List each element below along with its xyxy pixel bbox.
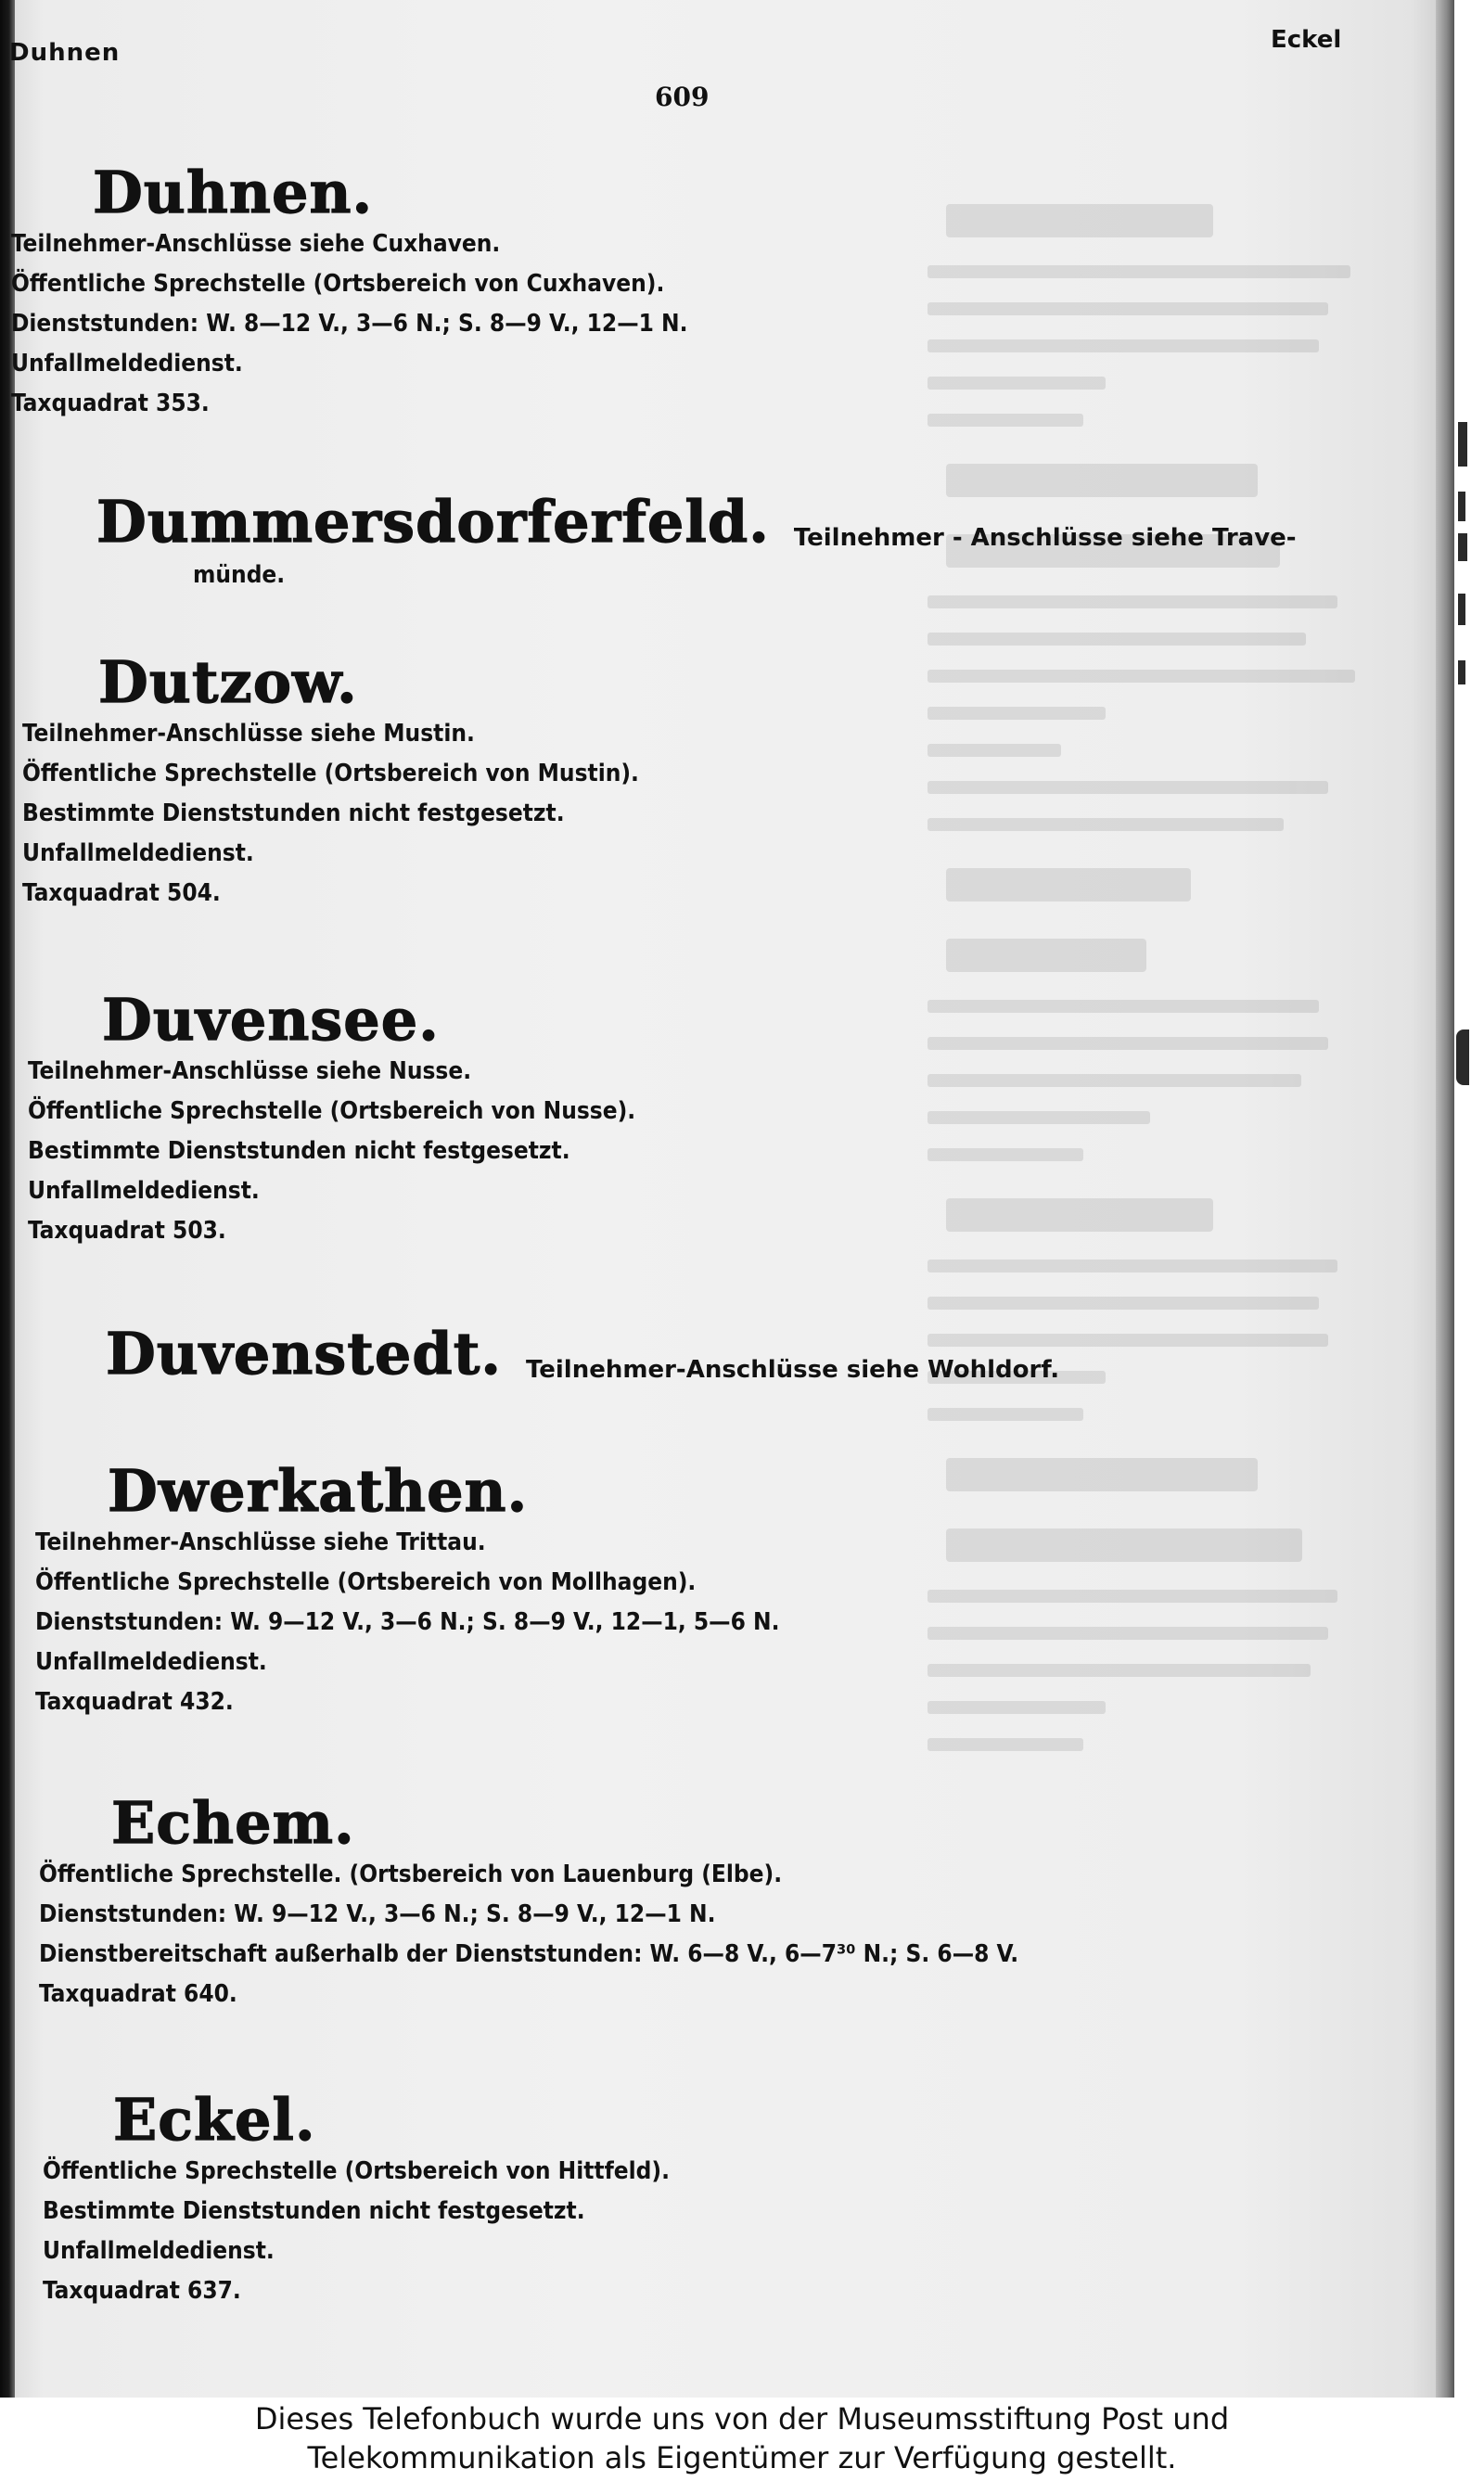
entry-line: Bestimmte Dienststunden nicht festgesetzt. (28, 1137, 570, 1165)
entry-echem (39, 1789, 1019, 2014)
entry-line: Taxquadrat 432. (35, 1688, 234, 1716)
entry-duhnen (11, 159, 688, 424)
entry-line: Öffentliche Sprechstelle (Ortsbereich von Hittfeld). (43, 2157, 670, 2185)
entry-dummersdorferfeld (96, 489, 1297, 595)
entry-heading: Echem. (111, 1789, 355, 1857)
entry-line: Öffentliche Sprechstelle. (Ortsbereich von Lauenburg (Elbe). (39, 1861, 783, 1888)
entry-line: münde. (193, 561, 286, 589)
page-number: 609 (655, 82, 710, 112)
entry-line: Unfallmeldedienst. (28, 1177, 260, 1205)
entry-line: Teilnehmer-Anschlüsse siehe Trittau. (35, 1528, 486, 1556)
entry-heading: Dutzow. (98, 648, 358, 716)
entry-heading: Dwerkathen. (108, 1457, 529, 1525)
entry-line: Öffentliche Sprechstelle (Ortsbereich von Cuxhaven). (11, 270, 665, 298)
entry-heading: Eckel. (113, 2086, 316, 2154)
entry-line: Dienststunden: W. 8—12 V., 3—6 N.; S. 8—9 V., 12—1 N. (11, 310, 688, 338)
entry-line: Öffentliche Sprechstelle (Ortsbereich von Mollhagen). (35, 1568, 697, 1596)
entry-line: Unfallmeldedienst. (11, 350, 243, 377)
entry-line: Öffentliche Sprechstelle (Ortsbereich von Mustin). (22, 760, 639, 787)
entry-inline-reference: Teilnehmer - Anschlüsse siehe Trave- (793, 523, 1297, 552)
entry-line: Taxquadrat 637. (43, 2277, 241, 2305)
copyright-notice (0, 2398, 1484, 2481)
entry-line: Teilnehmer-Anschlüsse siehe Cuxhaven. (11, 230, 501, 258)
entry-heading: Duvensee. (102, 986, 440, 1054)
copyright-line-1: Dieses Telefonbuch wurde uns von der Museumsstiftung Post und (254, 2401, 1230, 2436)
entry-dutzow (22, 648, 639, 914)
entry-line: Taxquadrat 353. (11, 390, 210, 417)
entry-line: Taxquadrat 640. (39, 1980, 237, 2008)
entry-line: Teilnehmer-Anschlüsse siehe Mustin. (22, 720, 475, 748)
entry-line: Dienststunden: W. 9—12 V., 3—6 N.; S. 8—9 V., 12—1, 5—6 N. (35, 1608, 780, 1636)
entry-line: Teilnehmer-Anschlüsse siehe Nusse. (28, 1057, 472, 1085)
entry-eckel (43, 2086, 670, 2311)
entry-line: Öffentliche Sprechstelle (Ortsbereich von Nusse). (28, 1097, 636, 1125)
entry-line: Unfallmeldedienst. (35, 1648, 267, 1676)
entry-line: Taxquadrat 503. (28, 1217, 226, 1245)
entry-heading: Dummersdorferfeld. (96, 488, 770, 556)
copyright-line-2: Telekommunikation als Eigentümer zur Verfügung gestellt. (307, 2440, 1177, 2475)
entry-line: Bestimmte Dienststunden nicht festgesetzt. (43, 2197, 585, 2225)
entry-line: Dienststunden: W. 9—12 V., 3—6 N.; S. 8—9 V., 12—1 N. (39, 1900, 716, 1928)
running-head-right: Eckel (1271, 26, 1342, 54)
running-head-left: Duhnen (9, 39, 121, 67)
entry-duvenstedt (106, 1321, 1059, 1388)
entry-line: Unfallmeldedienst. (43, 2237, 275, 2265)
entry-duvensee (28, 986, 636, 1251)
entry-line: Bestimmte Dienststunden nicht festgesetzt. (22, 799, 565, 827)
entry-line: Unfallmeldedienst. (22, 839, 254, 867)
entry-line: Taxquadrat 504. (22, 879, 221, 907)
next-page-strip (1454, 0, 1484, 2398)
entry-heading: Duvenstedt. (106, 1320, 502, 1388)
entry-line: Dienstbereitschaft außerhalb der Dienststunden: W. 6—8 V., 6—7³⁰ N.; S. 6—8 V. (39, 1940, 1019, 1968)
entry-inline-reference: Teilnehmer-Anschlüsse siehe Wohldorf. (525, 1355, 1060, 1384)
entry-dwerkathen (35, 1457, 780, 1722)
entry-heading: Duhnen. (93, 159, 374, 226)
page-edge-shadow (1436, 0, 1454, 2398)
